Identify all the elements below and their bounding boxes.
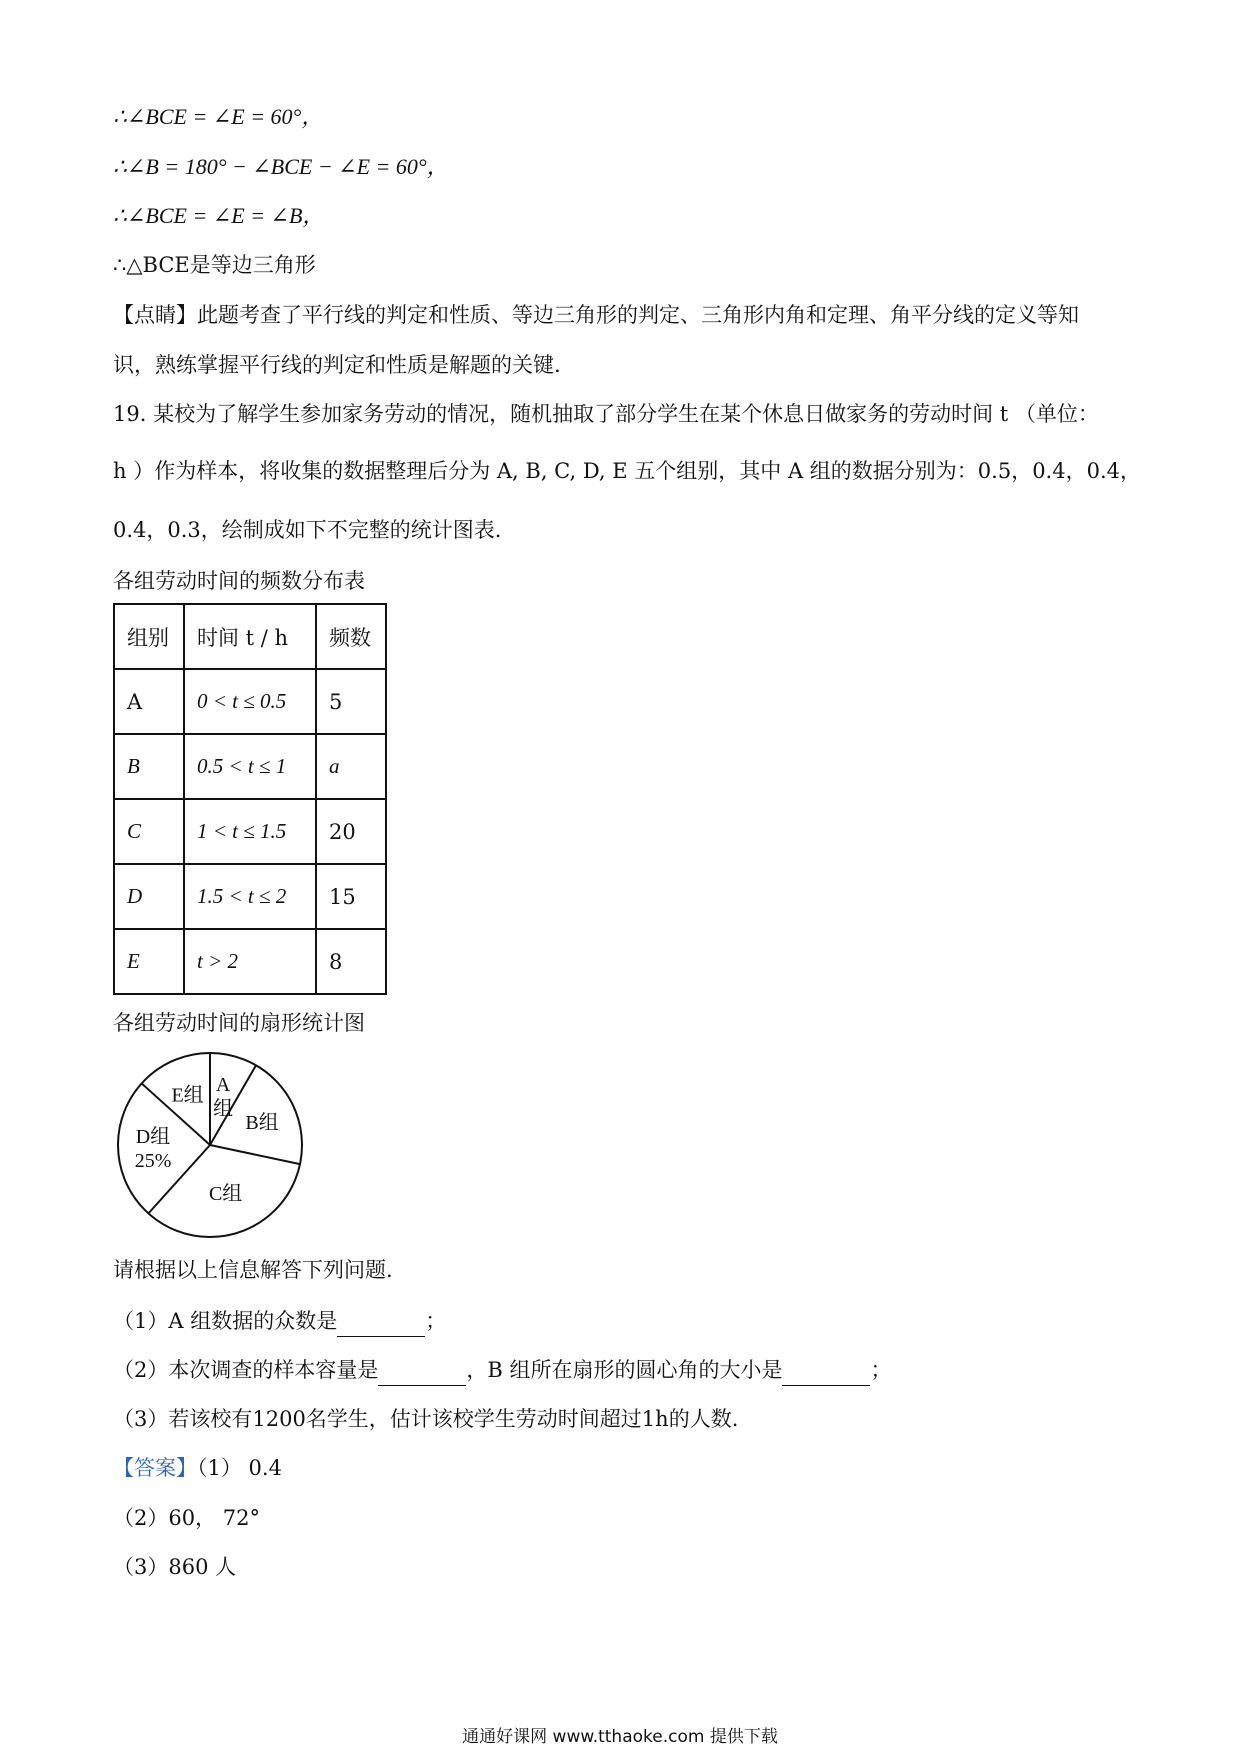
proof-line-3: ∴∠BCE = ∠E = ∠B， <box>113 203 325 228</box>
comment-line-1: 【点睛】此题考查了平行线的判定和性质、等边三角形的判定、三角形内角和定理、角平分线的定义等知 <box>113 303 1079 327</box>
cell-time: 0.5 < t ≤ 1 <box>184 734 316 799</box>
question-2-text: （2）本次调查的样本容量是 <box>113 1358 379 1382</box>
cell-time: 1.5 < t ≤ 2 <box>184 864 316 929</box>
problem-line-3: 0.4，0.3，绘制成如下不完整的统计图表. <box>113 518 502 542</box>
table-row <box>114 734 386 799</box>
frequency-table <box>113 603 387 995</box>
answer-line-1 <box>113 1453 282 1483</box>
problem-line-1: 19. 某校为了解学生参加家务劳动的情况，随机抽取了部分学生在某个休息日做家务的劳动时间 t （单位： <box>113 402 1099 426</box>
cell-group: A <box>114 669 184 734</box>
proof-line-2: ∴∠B = 180° − ∠BCE − ∠E = 60°， <box>113 154 449 179</box>
proof-line-4: ∴△BCE是等边三角形 <box>113 253 316 277</box>
footer-watermark: 通通好课网 www.tthaoke.com 提供下载 <box>462 1727 778 1747</box>
cell-frequency: a <box>316 734 386 799</box>
comment-line-2: 识，熟练掌握平行线的判定和性质是解题的关键. <box>113 353 561 377</box>
cell-group: B <box>114 734 184 799</box>
table-row <box>114 864 386 929</box>
pie-label-B组: B组 <box>245 1111 279 1134</box>
pie-label-E组: E组 <box>171 1084 204 1107</box>
cell-group: C <box>114 799 184 864</box>
pie-label-C组: C组 <box>208 1183 243 1206</box>
cell-group: E <box>114 929 184 994</box>
cell-time: 0 < t ≤ 0.5 <box>184 669 316 734</box>
header-frequency: 频数 <box>316 604 386 669</box>
question-2-end: ； <box>870 1358 892 1382</box>
questions-intro: 请根据以上信息解答下列问题. <box>113 1258 393 1282</box>
cell-frequency: 15 <box>316 864 386 929</box>
question-2-mid: ，B 组所在扇形的圆心角的大小是 <box>466 1358 783 1382</box>
proof-line-1: ∴∠BCE = ∠E = 60°， <box>113 104 324 129</box>
answer-blank-2[interactable] <box>378 1355 466 1386</box>
answer-blank-1[interactable] <box>337 1306 425 1337</box>
pie-label-D组: D组 25% <box>134 1125 172 1172</box>
cell-frequency: 20 <box>316 799 386 864</box>
cell-frequency: 8 <box>316 929 386 994</box>
cell-time: t > 2 <box>184 929 316 994</box>
answer-3: （3）860 人 <box>113 1555 237 1579</box>
answer-1: （1） 0.4 <box>197 1456 282 1480</box>
question-1-text: （1）A 组数据的众数是 <box>113 1309 338 1333</box>
question-1-end: ； <box>425 1309 447 1333</box>
question-2 <box>113 1355 891 1386</box>
table-header-row <box>114 604 386 669</box>
table-row <box>114 929 386 994</box>
answer-blank-3[interactable] <box>782 1355 870 1386</box>
header-time: 时间 t / h <box>184 604 316 669</box>
question-1 <box>113 1306 446 1337</box>
pie-chart <box>110 1045 310 1245</box>
table-title: 各组劳动时间的频数分布表 <box>113 569 365 593</box>
problem-line-2: h ）作为样本，将收集的数据整理后分为 A, B, C, D, E 五个组别，其中 A 组的数据分别为：0.5，0.4，0.4， <box>113 459 1141 483</box>
header-group: 组别 <box>114 604 184 669</box>
answer-2: （2）60， 72° <box>113 1506 260 1530</box>
question-3: （3）若该校有1200名学生，估计该校学生劳动时间超过1h的人数. <box>113 1407 739 1431</box>
table-row <box>114 799 386 864</box>
cell-group: D <box>114 864 184 929</box>
table-row <box>114 669 386 734</box>
cell-time: 1 < t ≤ 1.5 <box>184 799 316 864</box>
cell-frequency: 5 <box>316 669 386 734</box>
answer-tag: 【答案】 <box>113 1456 197 1480</box>
pie-label-A组: A 组 <box>213 1074 234 1121</box>
pie-chart-title: 各组劳动时间的扇形统计图 <box>113 1011 365 1035</box>
